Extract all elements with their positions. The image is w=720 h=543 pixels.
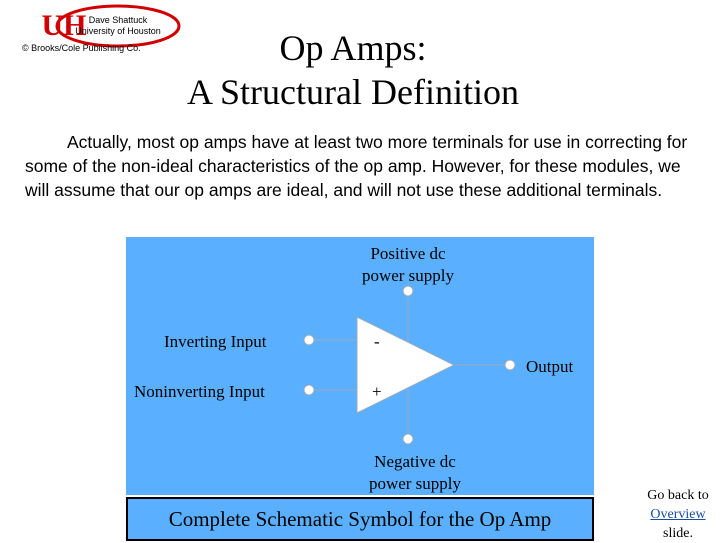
positive-supply-label-1: Positive dc xyxy=(370,244,446,263)
caption-box xyxy=(126,497,594,541)
page-title xyxy=(120,26,586,114)
minus-sign: - xyxy=(374,332,380,351)
positive-supply-label-2: power supply xyxy=(361,266,455,285)
noninverting-input-label: Noninverting Input xyxy=(134,382,265,401)
title-line-2: A Structural Definition xyxy=(187,72,519,112)
slide-label: slide. xyxy=(663,526,693,541)
output-label: Output xyxy=(526,357,574,376)
op-amp-schematic xyxy=(126,237,594,495)
caption-text: Complete Schematic Symbol for the Op Amp xyxy=(168,506,552,531)
logo-copyright: © Brooks/Cole Publishing Co. xyxy=(22,43,141,53)
logo-monogram: UH xyxy=(41,9,87,42)
title-line-1: Op Amps: xyxy=(279,28,427,68)
negative-supply-terminal xyxy=(403,434,413,444)
negative-supply-label-1: Negative dc xyxy=(374,452,456,471)
negative-supply-label-2: power supply xyxy=(368,474,462,493)
inverting-input-label: Inverting Input xyxy=(164,332,267,351)
inverting-input-terminal xyxy=(304,335,314,345)
logo-university: University of Houston xyxy=(75,26,161,36)
positive-supply-terminal xyxy=(403,286,413,296)
logo-name: Dave Shattuck xyxy=(88,15,148,25)
go-back-nav xyxy=(636,486,720,543)
go-back-label: Go back to xyxy=(647,488,709,503)
body-paragraph: Actually, most op amps have at least two more terminals for use in correcting for some of the non-ideal characteristics of the op amp. However, for these modules, we will assume that our op amps are ideal, and will not use these additional terminals. xyxy=(25,132,688,200)
overview-link[interactable]: Overview xyxy=(650,507,706,522)
noninverting-input-terminal xyxy=(304,385,314,395)
output-terminal xyxy=(505,360,515,370)
plus-sign: + xyxy=(372,382,382,401)
